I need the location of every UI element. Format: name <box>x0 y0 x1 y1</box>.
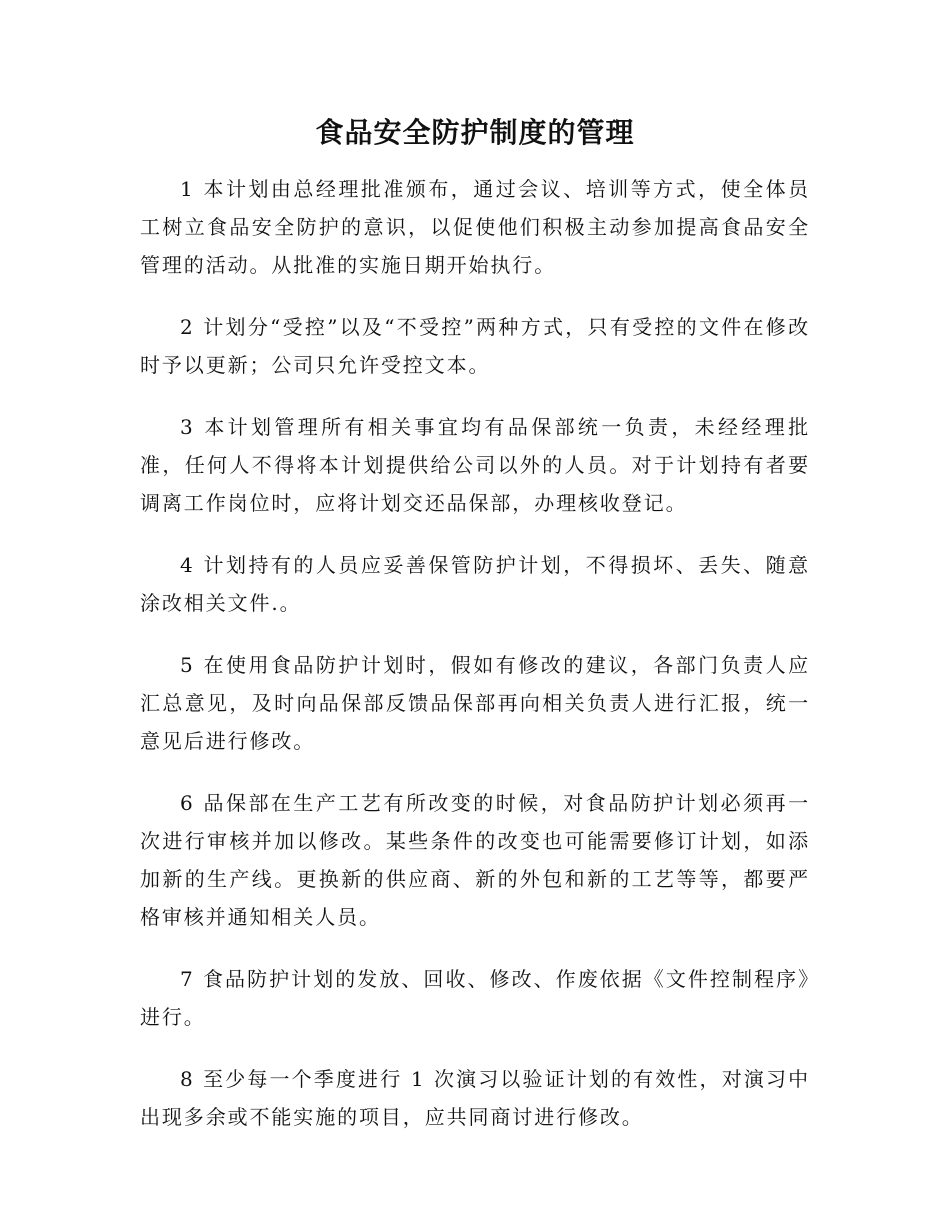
paragraph-3: 3 本计划管理所有相关事宜均有品保部统一负责，未经经理批准，任何人不得将本计划提供给公司以外的人员。对于计划持有者要调离工作岗位时，应将计划交还品保部，办理核收登记。 <box>140 415 810 515</box>
paragraph-6: 6 品保部在生产工艺有所改变的时候，对食品防护计划必须再一次进行审核并加以修改。某些条件的改变也可能需要修订计划，如添加新的生产线。更换新的供应商、新的外包和新的工艺等等，都要严格审核并通知相关人员。 <box>140 791 810 929</box>
document-body <box>140 170 810 1136</box>
document-title: 食品安全防护制度的管理 <box>315 116 635 149</box>
paragraph-8: 8 至少每一个季度进行 1 次演习以验证计划的有效性，对演习中出现多余或不能实施的项目，应共同商讨进行修改。 <box>140 1067 810 1129</box>
paragraph-2: 2 计划分“受控”以及“不受控”两种方式，只有受控的文件在修改时予以更新；公司只允许受控文本。 <box>140 315 810 377</box>
paragraph-5: 5 在使用食品防护计划时，假如有修改的建议，各部门负责人应汇总意见，及时向品保部反馈品保部再向相关负责人进行汇报，统一意见后进行修改。 <box>140 653 810 753</box>
paragraph-7: 7 食品防护计划的发放、回收、修改、作废依据《文件控制程序》进行。 <box>140 967 810 1029</box>
paragraph-4: 4 计划持有的人员应妥善保管防护计划，不得损坏、丢失、随意涂改相关文件.。 <box>140 553 810 615</box>
paragraph-1: 1 本计划由总经理批准颁布，通过会议、培训等方式，使全体员工树立食品安全防护的意识，以促使他们积极主动参加提高食品安全管理的活动。从批准的实施日期开始执行。 <box>140 177 810 277</box>
